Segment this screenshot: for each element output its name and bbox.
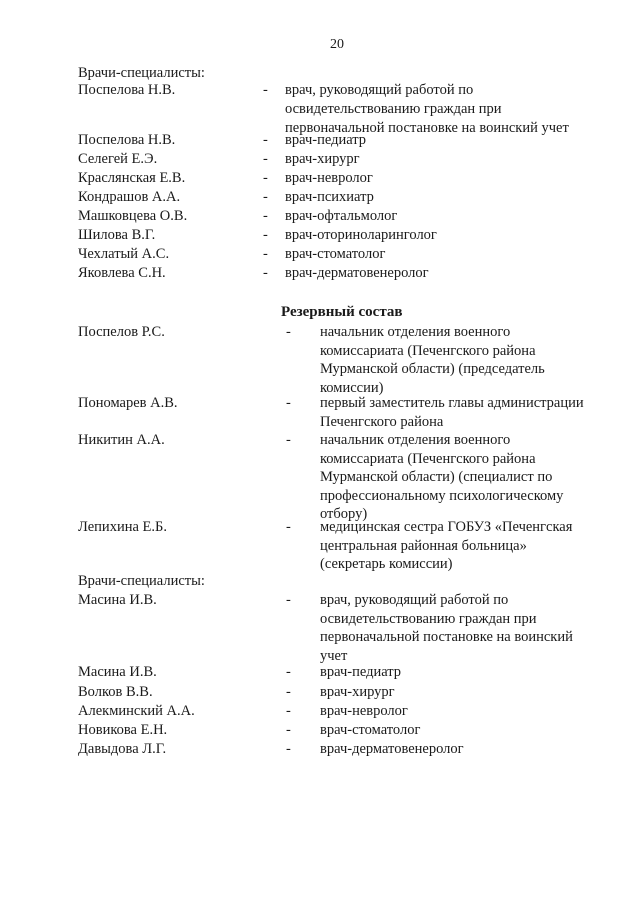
specialist-role-line: освидетельствованию граждан при [285,101,502,117]
page-number: 20 [330,37,344,52]
specialist-dash: - [263,208,268,224]
specialist-role-line: врач-стоматолог [285,246,386,262]
specialist-name: Машковцева О.В. [78,208,188,224]
reserve-specialist-dash: - [286,592,291,608]
specialist-dash: - [263,151,268,167]
specialist-dash: - [263,170,268,186]
reserve-specialist-role-line: учет [320,647,348,664]
reserve-specialist-dash: - [286,703,291,719]
specialist-name: Яковлева С.Н. [78,265,166,281]
reserve-specialist-dash: - [286,684,291,700]
reserve-member-role-line: центральная районная больница» [320,537,527,554]
reserve-specialist-role-line: врач-дерматовенеролог [320,741,464,757]
reserve-member-role-line: комиссии) [320,379,384,396]
reserve-specialist-dash: - [286,664,291,680]
reserve-member-role-line: Мурманской области) (председатель [320,361,545,377]
reserve-member-role-line: профессиональному психологическому [320,487,564,504]
specialist-dash: - [263,82,268,98]
reserve-member-name: Никитин А.А. [78,432,165,448]
reserve-member-role-line: отбору) [320,506,368,522]
specialist-name: Селегей Е.Э. [78,151,158,167]
reserve-member-dash: - [286,395,291,411]
specialist-role-line: врач-офтальмолог [285,208,398,224]
reserve-specialist-role-line: первоначальной постановке на воинский [320,629,573,645]
specialist-role-line: первоначальной постановке на воинский учет [285,120,569,136]
specialist-name: Шилова В.Г. [78,227,156,243]
specialist-role-line: врач-оториноларинголог [285,227,437,243]
specialists-heading: Врачи-специалисты: [78,65,205,81]
reserve-member-role-line: комиссариата (Печенгского района [320,450,536,467]
reserve-member-role-line: начальник отделения военного [320,324,511,340]
reserve-member-name: Лепихина Е.Б. [78,519,167,535]
reserve-specialist-name: Волков В.В. [78,684,153,700]
specialist-name: Чехлатый А.С. [78,246,170,262]
reserve-member-role-line: (секретарь комиссии) [320,556,453,572]
reserve-member-role-line: Печенгского района [320,413,444,430]
specialist-name: Кондрашов А.А. [78,189,181,205]
reserve-member-name: Пономарев А.В. [78,395,178,411]
reserve-specialist-dash: - [286,722,291,738]
specialist-role-line: врач-педиатр [285,132,367,148]
specialist-role-line: врач, руководящий работой по [285,82,474,98]
reserve-specialist-role-line: врач-педиатр [320,664,402,680]
specialist-role-line: врач-невролог [285,170,373,186]
specialist-dash: - [263,227,268,243]
reserve-specialist-name: Масина И.В. [78,592,157,608]
specialist-name: Поспелова Н.В. [78,132,176,148]
reserve-member-dash: - [286,324,291,340]
reserve-specialist-name: Давыдова Л.Г. [78,741,167,757]
reserve-member-name: Поспелов Р.С. [78,324,165,340]
specialist-dash: - [263,246,268,262]
reserve-specialist-name: Новикова Е.Н. [78,722,168,738]
specialist-role-line: врач-хирург [285,151,360,167]
reserve-specialist-role-line: освидетельствованию граждан при [320,610,537,627]
reserve-specialist-name: Масина И.В. [78,664,157,680]
reserve-member-dash: - [286,432,291,448]
specialist-name: Краслянская Е.В. [78,170,186,186]
reserve-specialist-name: Алекминский А.А. [78,703,195,719]
reserve-member-role-line: начальник отделения военного [320,432,511,448]
reserve-member-role-line: медицинская сестра ГОБУЗ «Печенгская [320,519,573,535]
reserve-specialist-role-line: врач-стоматолог [320,722,421,738]
reserve-specialist-dash: - [286,741,291,757]
reserve-specialists-heading: Врачи-специалисты: [78,573,205,589]
specialist-dash: - [263,189,268,205]
reserve-heading: Резервный состав [281,304,403,320]
reserve-member-dash: - [286,519,291,535]
reserve-member-role-line: комиссариата (Печенгского района [320,342,536,359]
reserve-specialist-role-line: врач-невролог [320,703,408,719]
specialist-role-line: врач-дерматовенеролог [285,265,429,281]
specialist-dash: - [263,132,268,148]
specialist-dash: - [263,265,268,281]
specialist-name: Поспелова Н.В. [78,82,176,98]
reserve-member-role-line: Мурманской области) (специалист по [320,469,553,485]
specialist-role-line: врач-психиатр [285,189,374,205]
reserve-specialist-role-line: врач, руководящий работой по [320,592,509,608]
reserve-member-role-line: первый заместитель главы администрации [320,395,584,411]
reserve-specialist-role-line: врач-хирург [320,684,395,700]
